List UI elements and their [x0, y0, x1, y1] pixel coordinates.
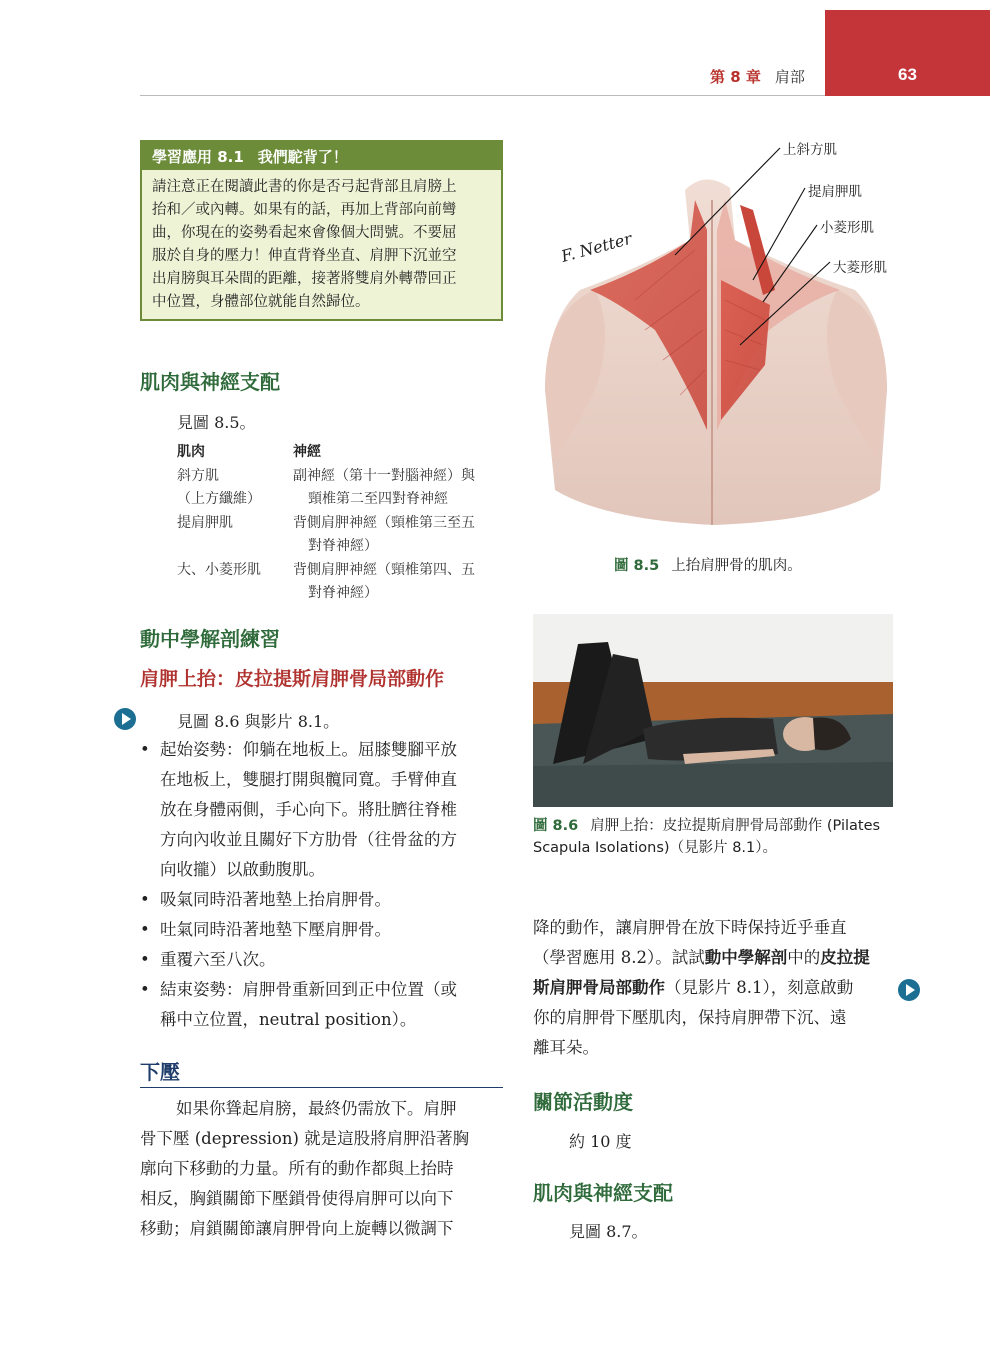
pilates-exercise-photo	[533, 614, 893, 807]
muscles-nerves-heading-2: 肌肉與神經支配	[533, 1181, 673, 1205]
caption-text: 上抬肩胛骨的肌肉。	[671, 558, 802, 574]
nerve-name: 背側肩胛神經（頸椎第四、五	[293, 562, 475, 578]
list-item-line: 起始姿勢：仰躺在地板上。屈膝雙腳平放	[160, 740, 457, 759]
label-upper-trapezius: 上斜方肌	[783, 142, 837, 158]
bold-term: 皮拉提	[820, 948, 870, 967]
muscle-name: 斜方肌	[177, 468, 219, 484]
nerve-name-cont: 對脊神經）	[308, 585, 378, 601]
list-item-line: 在地板上，雙腿打開與髖同寬。手臂伸直	[160, 770, 457, 789]
paragraph-line: 相反，胸鎖關節下壓鎖骨使得肩胛可以向下	[140, 1189, 454, 1208]
paragraph-line	[533, 973, 870, 1003]
paragraph-line: 廓向下移動的力量。所有的動作都與上抬時	[140, 1159, 454, 1178]
bullet-dot: •	[140, 890, 150, 909]
label-levator-scapulae: 提肩胛肌	[808, 184, 862, 200]
figure-8-6-photo	[533, 614, 893, 807]
application-box-body	[142, 170, 501, 320]
exercise-subheading: 肩胛上抬：皮拉提斯肩胛骨局部動作	[140, 668, 445, 690]
list-item-line: 結束姿勢：肩胛骨重新回到正中位置（或	[160, 980, 457, 999]
bold-term: 斯肩胛骨局部動作	[533, 978, 665, 997]
label-rhomboid-minor: 小菱形肌	[820, 220, 874, 236]
muscle-name: 大、小菱形肌	[177, 562, 261, 578]
list-item-line: 重覆六至八次。	[160, 950, 276, 969]
depression-paragraph	[140, 1094, 469, 1244]
bullet-dot: •	[140, 980, 150, 999]
caption-text: Scapula Isolations)（見影片 8.1）。	[533, 840, 778, 856]
list-item-line: 向收攏）以啟動腹肌。	[160, 860, 325, 879]
bold-term: 動中學解剖	[704, 948, 788, 967]
figure-number: 圖 8.6	[533, 818, 579, 834]
figure-8-5-illustration	[535, 130, 895, 535]
page-tab	[825, 10, 990, 96]
bullet-dot: •	[140, 740, 150, 759]
application-box-label: 學習應用 8.1	[152, 148, 244, 166]
nerve-name: 副神經（第十一對腦神經）與	[293, 468, 475, 484]
paragraph-line: 如果你聳起肩膀，最終仍需放下。肩胛	[176, 1099, 457, 1118]
list-item-line: 稱中立位置，neutral position）。	[160, 1010, 417, 1029]
figure-8-5-caption	[614, 555, 802, 577]
muscle-name-detail: （上方纖維）	[177, 491, 261, 507]
application-box-line: 請注意正在閱讀此書的你是否弓起背部且肩膀上	[152, 179, 457, 195]
text-run: （學習應用 8.2）。試試	[533, 948, 705, 967]
chapter-number: 第 8 章	[710, 68, 761, 86]
header-rule	[140, 95, 825, 96]
column-header-nerve: 神經	[293, 444, 321, 460]
list-item-line: 放在身體兩側，手心向下。將肚臍往脊椎	[160, 800, 457, 819]
nerve-name: 背側肩胛神經（頸椎第三至五	[293, 515, 475, 531]
depression-heading: 下壓	[140, 1060, 180, 1084]
list-item-line: 方向內收並且關好下方肋骨（往骨盆的方	[160, 830, 457, 849]
see-figure-8-6: 見圖 8.6 與影片 8.1。	[177, 712, 340, 731]
bullet-dot: •	[140, 950, 150, 969]
muscle-name: 提肩胛肌	[177, 515, 233, 531]
label-rhomboid-major: 大菱形肌	[833, 260, 887, 276]
exercise-heading: 動中學解剖練習	[140, 627, 280, 651]
column-header-muscle: 肌肉	[177, 444, 205, 460]
paragraph-line: 離耳朵。	[533, 1038, 599, 1057]
rom-value: 約 10 度	[569, 1132, 632, 1151]
paragraph-line: 移動；肩鎖關節讓肩胛骨向上旋轉以微調下	[140, 1219, 454, 1238]
application-box-line: 抬和／或內轉。如果有的話，再加上背部向前彎	[152, 202, 457, 218]
caption-text: 肩胛上抬：皮拉提斯肩胛骨局部動作 (Pilates	[590, 818, 881, 834]
bullet-dot: •	[140, 920, 150, 939]
paragraph-line: 降的動作，讓肩胛骨在放下時保持近乎垂直	[533, 918, 847, 937]
text-run: 中的	[787, 948, 821, 967]
heading-rule	[140, 1087, 503, 1088]
application-box-line: 服於自身的壓力！伸直背脊坐直、肩胛下沉並空	[152, 248, 457, 264]
application-box-line: 出肩膀與耳朵間的距離，接著將雙肩外轉帶回正	[152, 271, 457, 287]
rom-heading: 關節活動度	[533, 1090, 633, 1114]
right-column-paragraph	[533, 913, 870, 1063]
chapter-title: 肩部	[774, 68, 805, 86]
see-figure-8-5: 見圖 8.5。	[177, 413, 256, 432]
figure-8-6-caption	[533, 815, 880, 859]
application-box-line: 曲，你現在的姿勢看起來會像個大問號。不要屈	[152, 225, 457, 241]
text-run: （見影片 8.1），刻意啟動	[665, 978, 854, 997]
nerve-name-cont: 頸椎第二至四對脊神經	[308, 491, 448, 507]
list-item-line: 吸氣同時沿著地墊上抬肩胛骨。	[160, 890, 391, 909]
figure-number: 圖 8.5	[614, 558, 660, 574]
video-play-icon[interactable]	[898, 979, 920, 1001]
paragraph-line: 骨下壓 (depression) 就是這股將肩胛沿著胸	[140, 1129, 470, 1148]
artist-signature: F. Netter	[559, 228, 634, 266]
page-number: 63	[898, 65, 917, 84]
application-box-title-text: 我們駝背了！	[257, 148, 348, 166]
paragraph-line: 你的肩胛骨下壓肌肉，保持肩胛帶下沉、遠	[533, 1008, 847, 1027]
application-box	[140, 140, 503, 321]
application-box-line: 中位置，身體部位就能自然歸位。	[152, 294, 370, 310]
muscles-nerves-heading: 肌肉與神經支配	[140, 370, 280, 394]
see-figure-8-7: 見圖 8.7。	[569, 1222, 648, 1241]
list-item-line: 吐氣同時沿著地墊下壓肩胛骨。	[160, 920, 391, 939]
paragraph-line	[533, 943, 870, 973]
running-header	[710, 66, 805, 87]
video-play-icon[interactable]	[114, 708, 136, 730]
nerve-name-cont: 對脊神經）	[308, 538, 378, 554]
application-box-title	[142, 142, 501, 170]
